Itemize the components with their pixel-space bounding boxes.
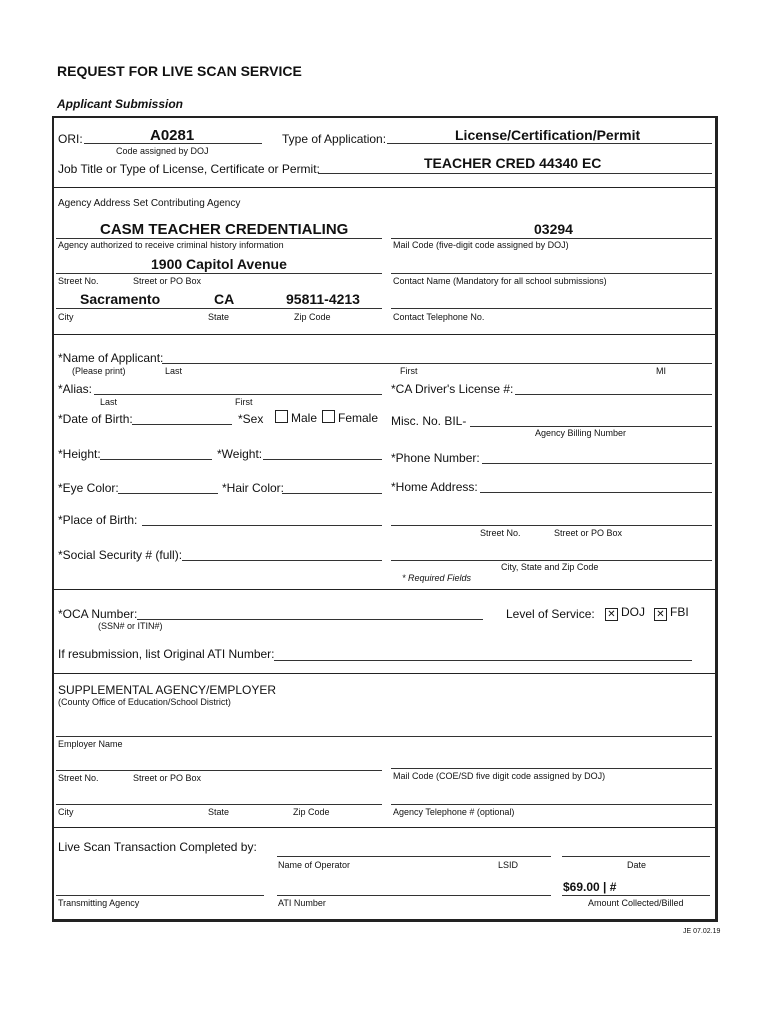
ori-label: ORI:	[58, 132, 83, 146]
agency-name-value[interactable]: CASM TEACHER CREDENTIALING	[100, 221, 349, 238]
contact-phone-caption: Contact Telephone No.	[393, 312, 485, 322]
alias-last-caption: Last	[100, 397, 118, 407]
ori-underline	[84, 143, 262, 144]
supp-city-caption: City	[58, 807, 74, 817]
ori-value[interactable]: A0281	[150, 127, 195, 144]
male-option[interactable]	[275, 410, 317, 425]
zip-value[interactable]: 95811-4213	[286, 291, 360, 307]
home-city-field[interactable]	[391, 560, 712, 561]
supplemental-heading: SUPPLEMENTAL AGENCY/EMPLOYER	[58, 683, 277, 697]
street-no-caption: Street No.	[58, 276, 99, 286]
alias-first-caption: First	[235, 397, 253, 407]
alias-field[interactable]	[94, 394, 382, 395]
ori-caption: Code assigned by DOJ	[116, 146, 209, 156]
male-label: Male	[291, 411, 318, 425]
fbi-option[interactable]	[654, 605, 689, 621]
oca-field[interactable]	[137, 619, 483, 620]
place-of-birth-label: *Place of Birth:	[58, 513, 138, 527]
misc-no-label: Misc. No. BIL-	[391, 414, 467, 428]
ati-number-caption: ATI Number	[278, 898, 326, 908]
phone-field[interactable]	[482, 463, 712, 464]
section-divider-4	[53, 673, 718, 674]
required-fields-note: * Required Fields	[402, 573, 472, 583]
home-street-caption: Street or PO Box	[554, 528, 623, 538]
amount-caption: Amount Collected/Billed	[588, 898, 684, 908]
ssn-label: *Social Security # (full):	[58, 548, 183, 562]
street-caption: Street or PO Box	[133, 276, 202, 286]
supp-phone-field[interactable]	[391, 804, 712, 805]
first-name-caption: First	[400, 366, 418, 376]
section-divider-5	[53, 827, 718, 828]
supp-state-caption: State	[208, 807, 230, 817]
supplemental-subheading: (County Office of Education/School District)	[58, 697, 231, 707]
home-street-no-caption: Street No.	[480, 528, 521, 538]
date-field[interactable]	[562, 856, 710, 857]
type-underline	[387, 143, 712, 144]
misc-no-field[interactable]	[470, 426, 712, 427]
eye-color-label: *Eye Color:	[58, 481, 119, 495]
fbi-label: FBI	[670, 605, 689, 619]
mi-caption: MI	[656, 366, 666, 376]
dob-label: *Date of Birth:	[58, 412, 133, 426]
doj-checkbox[interactable]	[605, 608, 618, 621]
city-underline	[56, 308, 382, 309]
supp-street-field[interactable]	[56, 770, 382, 771]
form-title: REQUEST FOR LIVE SCAN SERVICE	[57, 63, 302, 79]
operator-field[interactable]	[277, 856, 551, 857]
agency-name-caption: Agency authorized to receive criminal history information	[58, 240, 284, 250]
supp-phone-caption: Agency Telephone # (optional)	[393, 807, 515, 817]
date-caption: Date	[627, 860, 647, 870]
weight-label: *Weight:	[217, 447, 263, 461]
female-label: Female	[338, 411, 379, 425]
street-value[interactable]: 1900 Capitol Avenue	[151, 256, 287, 272]
last-name-caption: Last	[165, 366, 183, 376]
state-value[interactable]: CA	[214, 291, 235, 307]
employer-name-field[interactable]	[56, 736, 712, 737]
supp-street-no-caption: Street No.	[58, 773, 99, 783]
home-address-label: *Home Address:	[391, 480, 478, 494]
employer-name-caption: Employer Name	[58, 739, 123, 749]
job-title-underline	[318, 173, 712, 174]
billing-caption: Agency Billing Number	[535, 428, 627, 438]
male-checkbox[interactable]	[275, 410, 288, 423]
supp-mail-code-field[interactable]	[391, 768, 712, 769]
supp-zip-caption: Zip Code	[293, 807, 330, 817]
level-of-service-label: Level of Service:	[506, 607, 595, 621]
transaction-heading: Live Scan Transaction Completed by:	[58, 840, 257, 854]
height-label: *Height:	[58, 447, 101, 461]
type-of-application-value[interactable]: License/Certification/Permit	[455, 127, 641, 143]
applicant-name-label: *Name of Applicant:	[58, 351, 164, 365]
height-field[interactable]	[100, 459, 212, 460]
hair-color-field[interactable]	[282, 493, 382, 494]
contact-underline	[391, 273, 712, 274]
supp-city-field[interactable]	[56, 804, 382, 805]
lsid-caption: LSID	[498, 860, 519, 870]
section-divider-3	[53, 589, 718, 590]
place-of-birth-field[interactable]	[142, 525, 382, 526]
applicant-name-field[interactable]	[162, 363, 712, 364]
supp-street-caption: Street or PO Box	[133, 773, 202, 783]
eye-color-field[interactable]	[118, 493, 218, 494]
amount-field	[562, 895, 710, 896]
job-title-value[interactable]: TEACHER CRED 44340 EC	[424, 155, 602, 171]
oca-label: *OCA Number:	[58, 607, 138, 621]
mail-code-underline	[391, 238, 712, 239]
contact-caption: Contact Name (Mandatory for all school submissions)	[393, 276, 607, 286]
female-checkbox[interactable]	[322, 410, 335, 423]
agency-heading: Agency Address Set Contributing Agency	[58, 198, 241, 209]
supp-mail-code-caption: Mail Code (COE/SD five digit code assigned by DOJ)	[393, 771, 606, 781]
resubmission-label: If resubmission, list Original ATI Number:	[58, 647, 275, 661]
fbi-checkbox[interactable]	[654, 608, 667, 621]
female-option[interactable]	[322, 410, 378, 425]
form-subtitle: Applicant Submission	[57, 97, 184, 111]
sex-label: *Sex	[238, 412, 264, 426]
home-city-caption: City, State and Zip Code	[501, 562, 599, 572]
mail-code-value[interactable]: 03294	[534, 221, 573, 237]
alias-label: *Alias:	[58, 382, 93, 396]
section-divider-1	[53, 187, 718, 188]
job-title-label: Job Title or Type of License, Certificate or Permit:	[58, 162, 320, 176]
home-street-field[interactable]	[391, 525, 712, 526]
hair-color-label: *Hair Color:	[222, 481, 285, 495]
zip-caption: Zip Code	[294, 312, 331, 322]
doj-option[interactable]	[605, 605, 645, 621]
drivers-license-field[interactable]	[515, 394, 712, 395]
agency-name-underline	[56, 238, 382, 239]
mail-code-caption: Mail Code (five-digit code assigned by DOJ)	[393, 240, 569, 250]
state-caption: State	[208, 312, 230, 322]
oca-caption: (SSN# or ITIN#)	[98, 621, 163, 631]
resubmission-field[interactable]	[274, 660, 692, 661]
street-underline	[56, 273, 382, 274]
drivers-license-label: *CA Driver's License #:	[391, 382, 514, 396]
type-of-application-label: Type of Application:	[282, 132, 387, 146]
city-caption: City	[58, 312, 74, 322]
please-print-caption: (Please print)	[72, 366, 126, 376]
section-divider-2	[53, 334, 718, 335]
operator-caption: Name of Operator	[278, 860, 351, 870]
dob-field[interactable]	[132, 424, 232, 425]
home-address-field[interactable]	[480, 492, 712, 493]
amount-value[interactable]: $69.00 | #	[563, 880, 617, 894]
city-value[interactable]: Sacramento	[80, 291, 161, 307]
ssn-field[interactable]	[182, 560, 382, 561]
transmitting-agency-field[interactable]	[56, 895, 264, 896]
form-code: JE 07.02.19	[683, 928, 721, 935]
phone-underline	[391, 308, 712, 309]
phone-label: *Phone Number:	[391, 451, 480, 465]
weight-field[interactable]	[263, 459, 382, 460]
ati-number-field[interactable]	[277, 895, 551, 896]
transmitting-agency-caption: Transmitting Agency	[58, 898, 140, 908]
doj-label: DOJ	[621, 605, 645, 619]
